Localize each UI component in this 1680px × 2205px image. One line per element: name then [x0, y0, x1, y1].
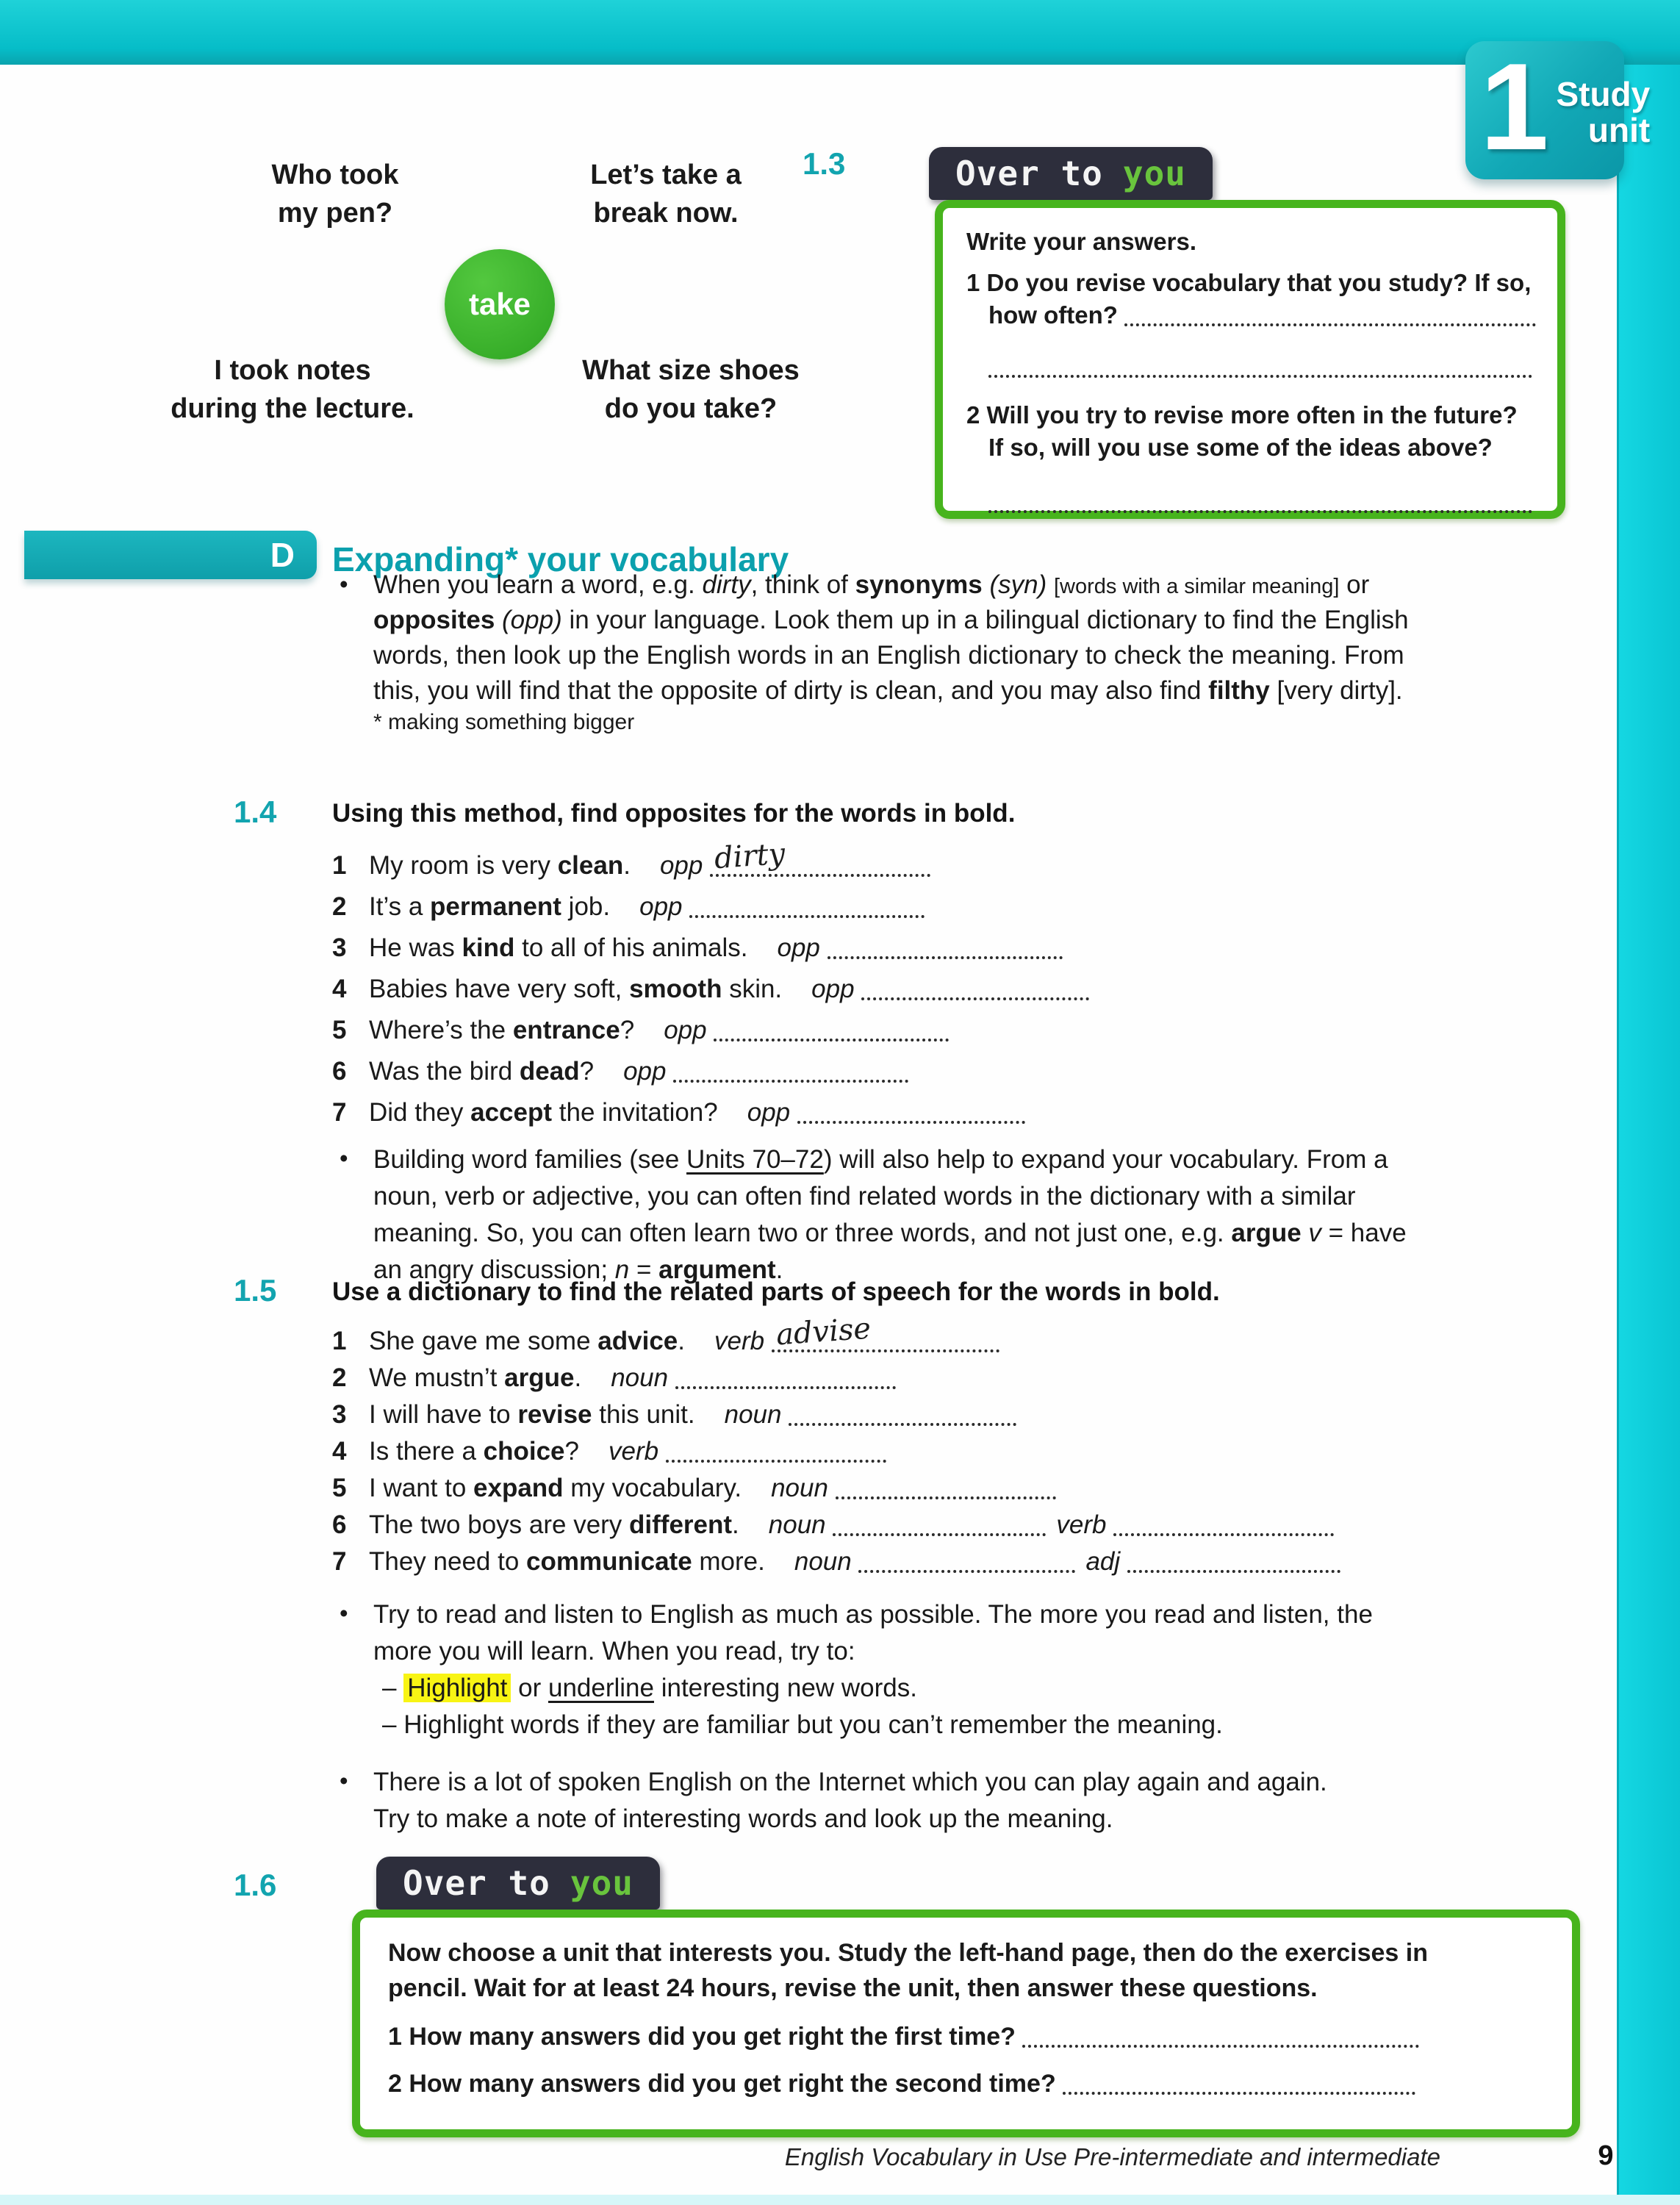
answer-blank [988, 503, 1532, 513]
text-segment: opp [664, 1016, 714, 1044]
over-to-you-box-1-6-content [360, 1918, 1572, 2101]
footer-page-number: 9 [1598, 2140, 1614, 2171]
text-segment: 4 [332, 975, 347, 1003]
text-line [373, 1670, 1373, 1707]
handwritten-answer: advise [775, 1311, 872, 1352]
text-segment: Is there a [369, 1437, 484, 1466]
text-line [966, 226, 1540, 258]
text-line [966, 486, 1540, 518]
text-segment: words, then look up the English words in an English dictionary to check the meaning. From [373, 641, 1404, 670]
read-listen-paragraph [373, 1596, 1373, 1743]
text-segment: break now. [593, 198, 739, 229]
text-segment: n [614, 1255, 630, 1284]
text-segment: 5 [332, 1474, 347, 1502]
text-segment: dead [519, 1057, 580, 1086]
text-line [373, 603, 1409, 638]
answer-blank [988, 368, 1532, 378]
text-segment: Was the bird [369, 1057, 520, 1086]
text-segment: 2 [332, 892, 347, 921]
text-line [373, 1633, 1373, 1670]
word-map-center-word: take [468, 287, 531, 321]
speech-who-took [271, 156, 398, 232]
text-segment: ? [579, 1057, 595, 1086]
over-to-you-tab-text: Over to [955, 154, 1103, 193]
over-to-you-box-1-3-content [943, 208, 1557, 518]
text-segment: verb [609, 1437, 666, 1466]
text-segment: We mustn’t [369, 1363, 505, 1392]
text-segment: this unit. [592, 1400, 695, 1429]
text-segment: opp [623, 1057, 674, 1086]
text-segment [1047, 570, 1054, 599]
text-segment: choice [483, 1437, 565, 1466]
text-segment: = have [1321, 1219, 1407, 1247]
text-line [332, 1092, 1089, 1133]
text-segment: my pen? [277, 198, 393, 229]
answer-blank [772, 1311, 999, 1352]
text-line [332, 1360, 1340, 1396]
text-segment: It’s a [369, 892, 431, 921]
top-accent-bar [0, 0, 1680, 65]
text-segment: accept [470, 1098, 553, 1127]
text-segment: entrance [512, 1016, 620, 1044]
text-line [271, 156, 398, 194]
over-to-you-box-1-6 [352, 1910, 1580, 2137]
text-segment: . [623, 851, 631, 880]
over-to-you-tab-1-3 [929, 147, 1213, 200]
text-segment: permanent [430, 892, 561, 921]
answer-blank [689, 908, 925, 918]
unit-number: 1 [1480, 37, 1549, 176]
text-segment: 5 [332, 1016, 347, 1044]
text-segment: , think of [750, 570, 855, 599]
text-segment: 4 [332, 1437, 347, 1466]
section-d-heading: Expanding* your vocabulary [332, 540, 789, 578]
text-segment: If so, will you use some of the ideas above? [988, 434, 1493, 461]
text-line [271, 194, 398, 232]
text-segment: 6 [332, 1057, 347, 1086]
text-segment: argue [504, 1363, 575, 1392]
text-line [332, 836, 1089, 886]
text-segment: There is a lot of spoken English on the Internet which you can play again and again. [373, 1768, 1327, 1796]
text-line [966, 431, 1540, 464]
text-segment: She gave me some [369, 1327, 598, 1355]
text-line [590, 156, 742, 194]
unit-badge [1465, 37, 1651, 179]
answer-blank [675, 1379, 896, 1389]
text-segment: . [678, 1327, 685, 1355]
exercise-1-5-heading: Use a dictionary to find the related parts of speech for the words in bold. [332, 1277, 1220, 1306]
answer-blank [666, 1452, 886, 1463]
unit-label [1556, 72, 1663, 148]
text-line [332, 1311, 1340, 1360]
section-d-bar [24, 531, 317, 579]
text-line [373, 673, 1409, 709]
text-segment: verb [714, 1327, 772, 1355]
section-d-letter: D [270, 536, 295, 574]
text-segment: [words with a similar meaning] [1054, 575, 1340, 598]
text-segment: verb [1056, 1510, 1114, 1539]
unit-label-line1: Study [1556, 75, 1651, 113]
answer-blank [833, 1526, 1046, 1536]
text-line [966, 351, 1540, 383]
answer-blank [673, 1072, 908, 1083]
speech-lets-take [590, 156, 742, 232]
text-segment: 6 [332, 1510, 347, 1539]
text-segment: (syn) [989, 570, 1047, 599]
word-map-center-bubble [445, 249, 555, 359]
text-segment: Units 70–72 [686, 1145, 824, 1174]
text-segment: ) will also help to expand your vocabulary. From a [823, 1145, 1388, 1174]
text-line [373, 1764, 1327, 1801]
text-line [373, 1596, 1373, 1633]
text-segment: 7 [332, 1547, 347, 1576]
text-segment: more you will learn. When you read, try to: [373, 1637, 855, 1666]
text-segment: opp [811, 975, 862, 1003]
speech-took-notes [170, 351, 414, 428]
section-number-1-3: 1.3 [803, 146, 846, 181]
text-segment [1302, 1219, 1309, 1247]
unit-label-line2: unit [1587, 111, 1651, 149]
text-segment: Who took [271, 159, 399, 190]
text-segment: What size shoes [582, 355, 800, 386]
text-segment: He was [369, 933, 462, 962]
text-line [332, 1507, 1340, 1544]
text-segment: My room is very [369, 851, 558, 880]
text-segment: noun [794, 1547, 859, 1576]
text-segment: Did they [369, 1098, 471, 1127]
text-segment: argue [1231, 1219, 1302, 1247]
text-segment: opp [777, 933, 828, 962]
answer-blank [1022, 2037, 1419, 2048]
text-segment: 2 Will you try to revise more often in the future? [966, 401, 1518, 429]
answer-blank [861, 990, 1089, 1000]
text-segment: Try to make a note of interesting words and look up the meaning. [373, 1804, 1113, 1833]
text-segment: – [382, 1674, 404, 1702]
text-segment: dirty [702, 570, 751, 599]
text-segment: my vocabulary. [563, 1474, 742, 1502]
text-segment: 3 [332, 1400, 347, 1429]
text-segment: opposites [373, 606, 495, 634]
text-segment: filthy [1208, 676, 1270, 705]
text-segment: this, you will find that the opposite of dirty is clean, and you may also find [373, 676, 1209, 705]
text-segment: . [574, 1363, 582, 1392]
text-segment: noun, verb or adjective, you can often find related words in the dictionary with a similar [373, 1182, 1356, 1211]
text-segment: communicate [526, 1547, 692, 1576]
section-number-1-5: 1.5 [234, 1273, 277, 1308]
footer-book-title: English Vocabulary in Use Pre-intermediate and intermediate [784, 2143, 1440, 2170]
text-line [966, 267, 1540, 299]
text-segment: Building word families (see [373, 1145, 687, 1174]
over-to-you-tab-accent: you [570, 1863, 633, 1903]
exercise-1-4-heading: Using this method, find opposites for the words in bold. [332, 799, 1016, 828]
text-segment: I want to [369, 1474, 474, 1502]
text-segment: the invitation? [552, 1098, 718, 1127]
text-segment: 7 [332, 1098, 347, 1127]
text-segment: = [629, 1255, 659, 1284]
text-line [332, 928, 1089, 969]
text-segment: I will have to [369, 1400, 518, 1429]
handwritten-answer: dirty [713, 836, 786, 876]
text-segment: how often? [988, 301, 1125, 329]
exercise-1-4-items [332, 836, 1089, 1133]
answer-blank [797, 1114, 1025, 1124]
text-line [373, 1707, 1373, 1743]
text-segment: noun [768, 1510, 833, 1539]
text-segment: opp [747, 1098, 797, 1127]
answer-blank [1124, 316, 1536, 326]
text-line [332, 1470, 1340, 1507]
answer-blank [828, 949, 1063, 959]
text-segment: ? [564, 1437, 579, 1466]
text-segment: 1 [332, 851, 347, 880]
text-segment: adj [1085, 1547, 1127, 1576]
text-line [590, 194, 742, 232]
text-segment: 3 [332, 933, 347, 962]
text-segment: noun [611, 1363, 675, 1392]
section-number-1-4: 1.4 [234, 795, 277, 829]
text-segment: synonyms [855, 570, 983, 599]
text-segment: 2 [332, 1363, 347, 1392]
text-segment: opp [639, 892, 690, 921]
answer-blank [858, 1563, 1075, 1573]
text-line [966, 299, 1540, 331]
text-segment: v [1308, 1219, 1321, 1247]
answer-blank [1063, 2084, 1415, 2095]
speech-shoe-size [582, 351, 800, 428]
text-line [388, 1971, 1554, 2006]
text-line [170, 351, 414, 390]
text-line [373, 567, 1409, 603]
text-segment: or [511, 1674, 548, 1702]
text-line [170, 390, 414, 428]
text-line [582, 351, 800, 390]
text-line [332, 1544, 1340, 1580]
text-segment: . [732, 1510, 739, 1539]
answer-blank [836, 1489, 1056, 1499]
text-segment: job. [561, 892, 611, 921]
answer-blank [789, 1416, 1016, 1426]
text-line [373, 1801, 1327, 1838]
text-segment: When you learn a word, e.g. [373, 570, 703, 599]
text-segment: Highlight [403, 1674, 511, 1702]
text-segment: smooth [629, 975, 722, 1003]
text-segment: 1 How many answers did you get right the first time? [388, 2023, 1023, 2051]
text-segment: – Highlight words if they are familiar but you can’t remember the meaning. [382, 1710, 1223, 1739]
text-line [388, 2019, 1554, 2054]
text-segment: ? [620, 1016, 635, 1044]
text-segment: I took notes [214, 355, 371, 386]
answer-blank [714, 1031, 949, 1041]
text-segment: Let’s take a [590, 159, 742, 190]
text-segment: an angry discussion; [373, 1255, 615, 1284]
text-line [332, 1433, 1340, 1470]
text-line [373, 1178, 1407, 1215]
text-line [388, 2066, 1554, 2101]
text-segment: during the lecture. [170, 393, 414, 424]
text-segment: kind [462, 933, 515, 962]
text-segment: Where’s the [369, 1016, 513, 1044]
section-d-footnote: * making something bigger [373, 710, 635, 734]
answer-blank [1127, 1563, 1340, 1573]
text-line [373, 638, 1409, 673]
text-segment: do you take? [604, 393, 778, 424]
text-segment: underline [548, 1674, 654, 1702]
text-segment: pencil. Wait for at least 24 hours, revise the unit, then answer these questions. [388, 1974, 1318, 2002]
text-segment: noun [724, 1400, 789, 1429]
text-segment: noun [771, 1474, 836, 1502]
text-line [332, 1010, 1089, 1051]
text-line [373, 1141, 1407, 1178]
answer-blank [710, 836, 930, 877]
text-segment: expand [473, 1474, 564, 1502]
text-segment: clean [557, 851, 624, 880]
text-segment: 1 [332, 1327, 347, 1355]
text-segment: to all of his animals. [514, 933, 748, 962]
text-segment: The two boys are very [369, 1510, 630, 1539]
internet-paragraph [373, 1764, 1327, 1838]
text-line [582, 390, 800, 428]
text-segment: Try to read and listen to English as much as possible. The more you read and listen, the [373, 1600, 1373, 1629]
text-segment: opp [659, 851, 711, 880]
text-segment: 1 Do you revise vocabulary that you study? If so, [966, 269, 1532, 296]
text-segment: skin. [722, 975, 783, 1003]
text-line [332, 886, 1089, 928]
text-segment: revise [517, 1400, 592, 1429]
section-d-paragraph [373, 567, 1409, 709]
text-segment: in your language. Look them up in a bilingual dictionary to find the English [561, 606, 1409, 634]
text-segment: . [775, 1255, 783, 1284]
text-line [388, 1935, 1554, 1971]
text-line [966, 399, 1540, 431]
word-families-paragraph [373, 1141, 1407, 1288]
text-segment: They need to [369, 1547, 527, 1576]
text-line [332, 969, 1089, 1010]
text-segment: argument [658, 1255, 776, 1284]
text-line [373, 1215, 1407, 1252]
text-segment [495, 606, 502, 634]
over-to-you-tab-accent: you [1122, 154, 1186, 193]
text-segment: [very dirty]. [1269, 676, 1403, 705]
text-segment: Now choose a unit that interests you. Study the left-hand page, then do the exercises in [388, 1939, 1429, 1967]
answer-blank [1113, 1526, 1334, 1536]
text-segment: (opp) [502, 606, 562, 634]
exercise-1-5-items [332, 1311, 1340, 1580]
over-to-you-box-1-3 [935, 200, 1565, 519]
text-segment: or [1339, 570, 1370, 599]
text-segment: Babies have very soft, [369, 975, 630, 1003]
bottom-accent-strip [0, 2195, 1680, 2205]
text-segment: Write your answers. [966, 228, 1197, 255]
over-to-you-tab-1-6 [376, 1857, 660, 1910]
text-line [332, 1396, 1340, 1433]
section-number-1-6: 1.6 [234, 1868, 277, 1902]
text-segment: advice [597, 1327, 678, 1355]
text-line [332, 1051, 1089, 1092]
text-segment: 2 How many answers did you get right the second time? [388, 2070, 1063, 2098]
text-segment: interesting new words. [653, 1674, 917, 1702]
text-segment: meaning. So, you can often learn two or three words, and not just one, e.g. [373, 1219, 1232, 1247]
text-segment: different [629, 1510, 733, 1539]
over-to-you-tab-text: Over to [403, 1863, 550, 1903]
text-segment: more. [692, 1547, 765, 1576]
right-accent-strip [1617, 65, 1680, 2195]
